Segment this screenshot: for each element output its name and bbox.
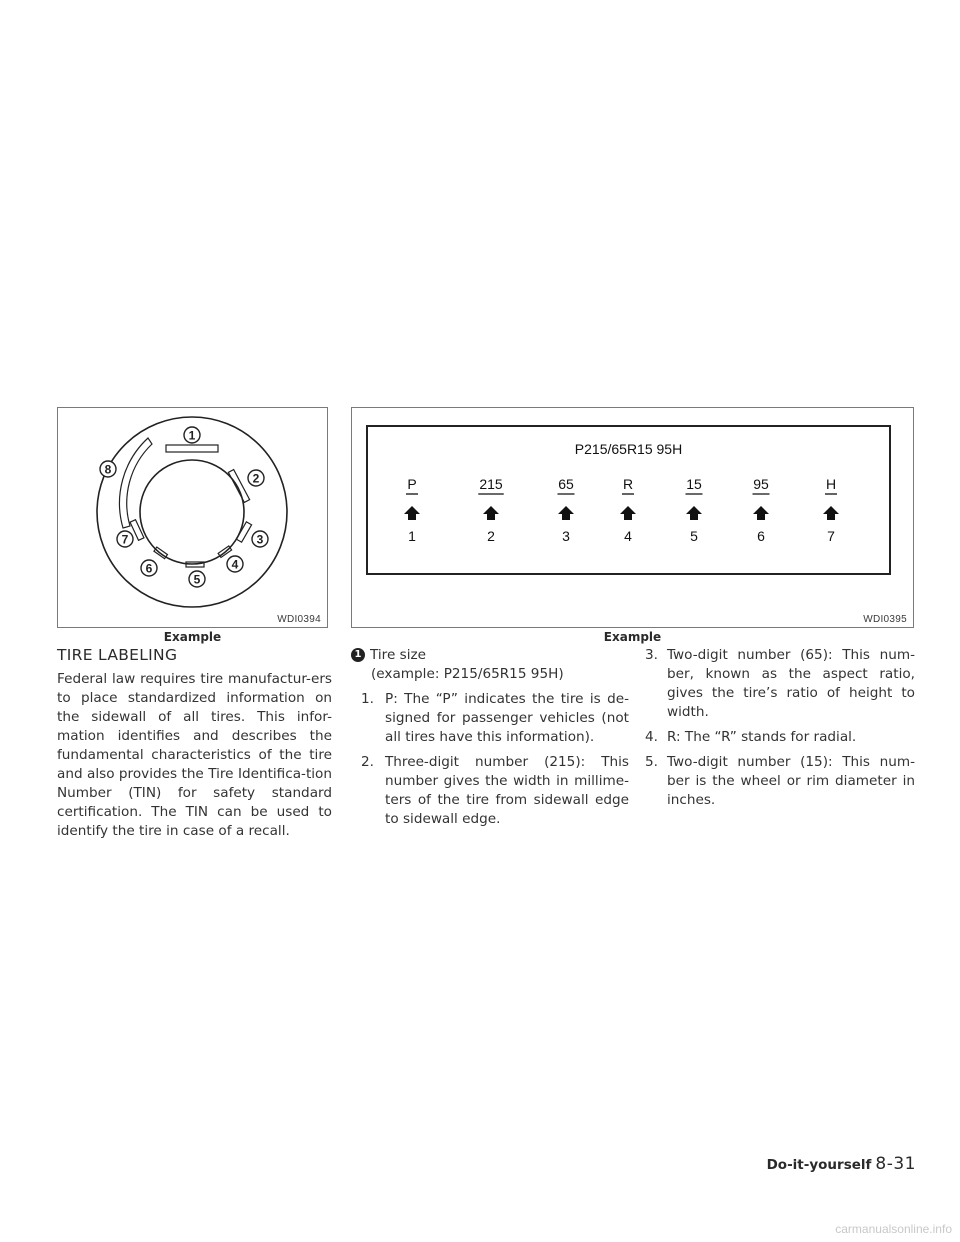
- tire-part-number: 2: [487, 528, 495, 544]
- list-text: P: The “P” indicates the tire is de-signed for passenger vehicles (not all tires have this information).: [385, 691, 629, 745]
- tire-size-figure: [351, 407, 914, 628]
- svg-text:4: 4: [231, 557, 239, 572]
- list-number: 3.: [645, 647, 658, 663]
- tire-part-7: [823, 476, 839, 544]
- tire-size-box: [366, 425, 891, 575]
- label-arc-8: [119, 438, 152, 528]
- tire-part-5: [686, 476, 703, 544]
- tire-part-6: [753, 476, 770, 544]
- svg-text:8: 8: [104, 462, 112, 477]
- svg-text:3: 3: [256, 532, 264, 547]
- tire-part-4: [620, 476, 636, 544]
- watermark: carmanualsonline.info: [835, 1222, 952, 1236]
- figure-code: WDI0395: [863, 614, 907, 625]
- callout-6: [141, 560, 157, 576]
- page-footer: [767, 1154, 916, 1174]
- tire-part-label: 65: [558, 476, 574, 492]
- list-number: 5.: [645, 754, 658, 770]
- list-item: [645, 753, 915, 810]
- tire-part-label: 95: [753, 476, 769, 492]
- list-item: [351, 690, 629, 747]
- tire-part-number: 5: [690, 528, 698, 544]
- callout-8: [100, 461, 116, 477]
- list-text: R: The “R” stands for radial.: [667, 729, 857, 745]
- list-number: 4.: [645, 729, 658, 745]
- tire-size-code: P215/65R15 95H: [574, 441, 683, 457]
- column-right: [645, 646, 915, 810]
- tire-part-label: 15: [686, 476, 702, 492]
- up-arrow-icon: [558, 506, 574, 520]
- list-item: [645, 646, 915, 722]
- tire-part-label: P: [407, 476, 417, 492]
- up-arrow-icon: [823, 506, 839, 520]
- callout-3: [252, 531, 268, 547]
- item-marker: 1: [351, 648, 365, 662]
- svg-text:2: 2: [252, 471, 260, 486]
- callout-1: [184, 427, 200, 443]
- tire-part-2: [478, 476, 504, 544]
- callout-2: [248, 470, 264, 486]
- tire-part-number: 1: [408, 528, 416, 544]
- figure-caption: Example: [603, 630, 662, 644]
- svg-text:5: 5: [193, 572, 201, 587]
- list-number: 2.: [361, 754, 374, 770]
- tire-part-label: 215: [479, 476, 503, 492]
- tire-part-label: H: [825, 476, 837, 492]
- tire-part-1: [404, 476, 420, 544]
- label-rect-2: [228, 470, 249, 503]
- svg-text:1: 1: [188, 428, 196, 443]
- figure-caption: Example: [163, 630, 222, 644]
- tire-part-number: 4: [624, 528, 632, 544]
- intro-paragraph: Federal law requires tire manufactur-ers to place standardized information on the sidewall of all tires. This infor-mation identifies and describes the fundamental characteristics of the tire and also provides the Tire Identifica-tion Number (TIN) for safety standard certification. The TIN can be used to identify the tire in case of a recall.: [57, 671, 332, 839]
- callout-7: [117, 531, 133, 547]
- callout-4: [227, 556, 243, 572]
- label-rect-3: [236, 522, 251, 542]
- callout-5: [189, 571, 205, 587]
- up-arrow-icon: [404, 506, 420, 520]
- list-text: Two-digit number (15): This num-ber is the wheel or rim diameter in inches.: [667, 754, 915, 808]
- footer-section: Do-it-yourself: [766, 1157, 872, 1173]
- tire-part-label: R: [622, 476, 634, 492]
- list-item: [351, 753, 629, 829]
- label-rect-1: [166, 445, 218, 452]
- section-heading: TIRE LABELING: [57, 646, 178, 664]
- up-arrow-icon: [753, 506, 769, 520]
- tire-part-number: 7: [827, 528, 835, 544]
- tire-part-number: 3: [562, 528, 570, 544]
- tire-sidewall-diagram: [58, 408, 327, 627]
- list-item: [645, 728, 915, 747]
- up-arrow-icon: [483, 506, 499, 520]
- svg-text:6: 6: [145, 561, 153, 576]
- list-number: 1.: [361, 691, 374, 707]
- item-tire-size: [351, 646, 629, 665]
- list-text: Three-digit number (215): This number gives the width in millime-ters of the tire from sidewall edge to sidewall edge.: [385, 754, 629, 827]
- up-arrow-icon: [620, 506, 636, 520]
- list-text: Two-digit number (65): This num-ber, known as the aspect ratio, gives the tire’s ratio of height to width.: [667, 647, 915, 720]
- figure-code: WDI0394: [277, 614, 321, 625]
- tire-part-number: 6: [757, 528, 765, 544]
- svg-text:7: 7: [121, 532, 129, 547]
- item-title: Tire size: [370, 647, 426, 663]
- up-arrow-icon: [686, 506, 702, 520]
- column-middle: [351, 646, 629, 829]
- tire-part-3: [558, 476, 575, 544]
- page-number: 8-31: [875, 1154, 916, 1174]
- item-example: (example: P215/65R15 95H): [371, 666, 564, 682]
- tire-size-parts: [368, 427, 889, 573]
- tire-sidewall-figure: [57, 407, 328, 628]
